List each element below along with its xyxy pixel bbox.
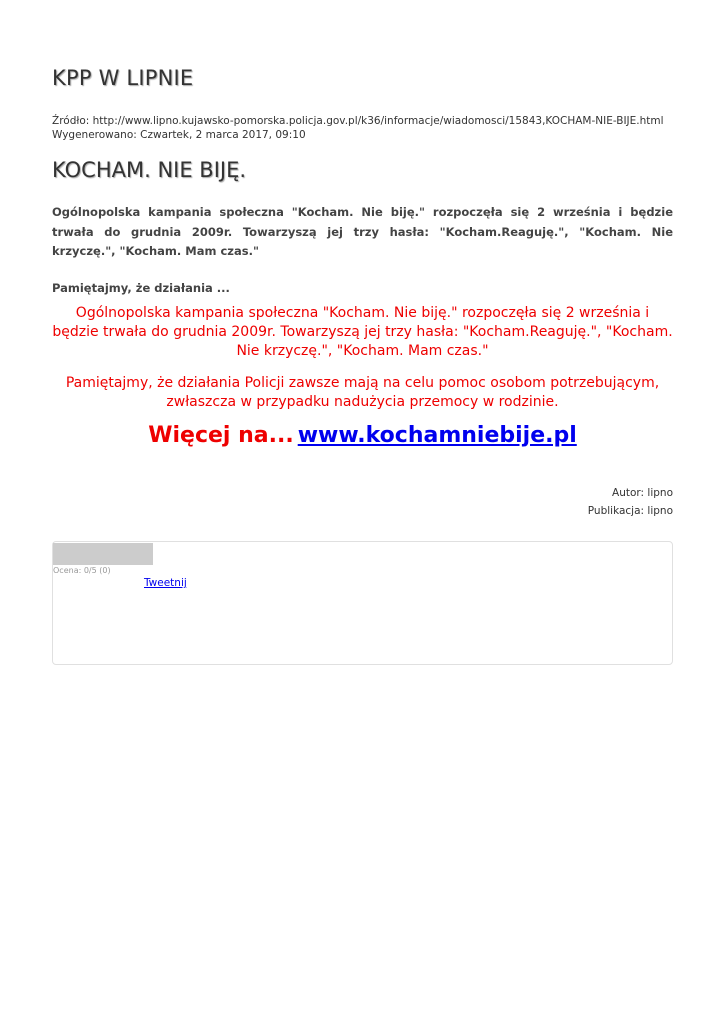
publication: Publikacja: lipno bbox=[587, 505, 673, 517]
article-title: KOCHAM. NIE BIJĘ. bbox=[52, 158, 247, 182]
article-lead-short: Pamiętajmy, że działania ... bbox=[52, 281, 230, 295]
meta-info bbox=[52, 114, 664, 142]
article-body-red-2: Pamiętajmy, że działania Policji zawsze mają na celu pomoc osobom potrzebującym, zwłaszcza w przypadku nadużycia przemocy w rodzinie. bbox=[65, 375, 660, 410]
author: Autor: lipno bbox=[612, 487, 673, 499]
kochamniebije-link[interactable]: www.kochamniebije.pl bbox=[297, 423, 577, 448]
article-lead: Ogólnopolska kampania społeczna "Kocham. Nie biję." rozpoczęła się 2 września i będzie trwała do grudnia 2009r. Towarzyszą jej trzy hasła: "Kocham.Reaguję.", "Kocham. Nie krzyczę.", "Kocham. Mam czas." bbox=[52, 205, 673, 258]
rating-text: Ocena: 0/5 (0) bbox=[53, 566, 111, 575]
generated-line: Wygenerowano: Czwartek, 2 marca 2017, 09:10 bbox=[52, 129, 306, 141]
more-info-line bbox=[52, 423, 673, 448]
more-label: Więcej na... bbox=[148, 423, 294, 448]
rating-bar[interactable] bbox=[53, 543, 153, 565]
tweet-link[interactable]: Tweetnij bbox=[144, 577, 187, 589]
site-title: KPP W LIPNIE bbox=[52, 66, 194, 90]
source-line: Źródło: http://www.lipno.kujawsko-pomorska.policja.gov.pl/k36/informacje/wiadomosci/15843,KOCHAM-NIE-BIJE.html bbox=[52, 115, 664, 127]
rating-box bbox=[52, 541, 673, 665]
article-body-red-1: Ogólnopolska kampania społeczna "Kocham. Nie biję." rozpoczęła się 2 września i będzie trwała do grudnia 2009r. Towarzyszą jej trzy hasła: "Kocham.Reaguję.", "Kocham. Nie krzyczę.", "Kocham. Mam czas." bbox=[52, 305, 673, 359]
